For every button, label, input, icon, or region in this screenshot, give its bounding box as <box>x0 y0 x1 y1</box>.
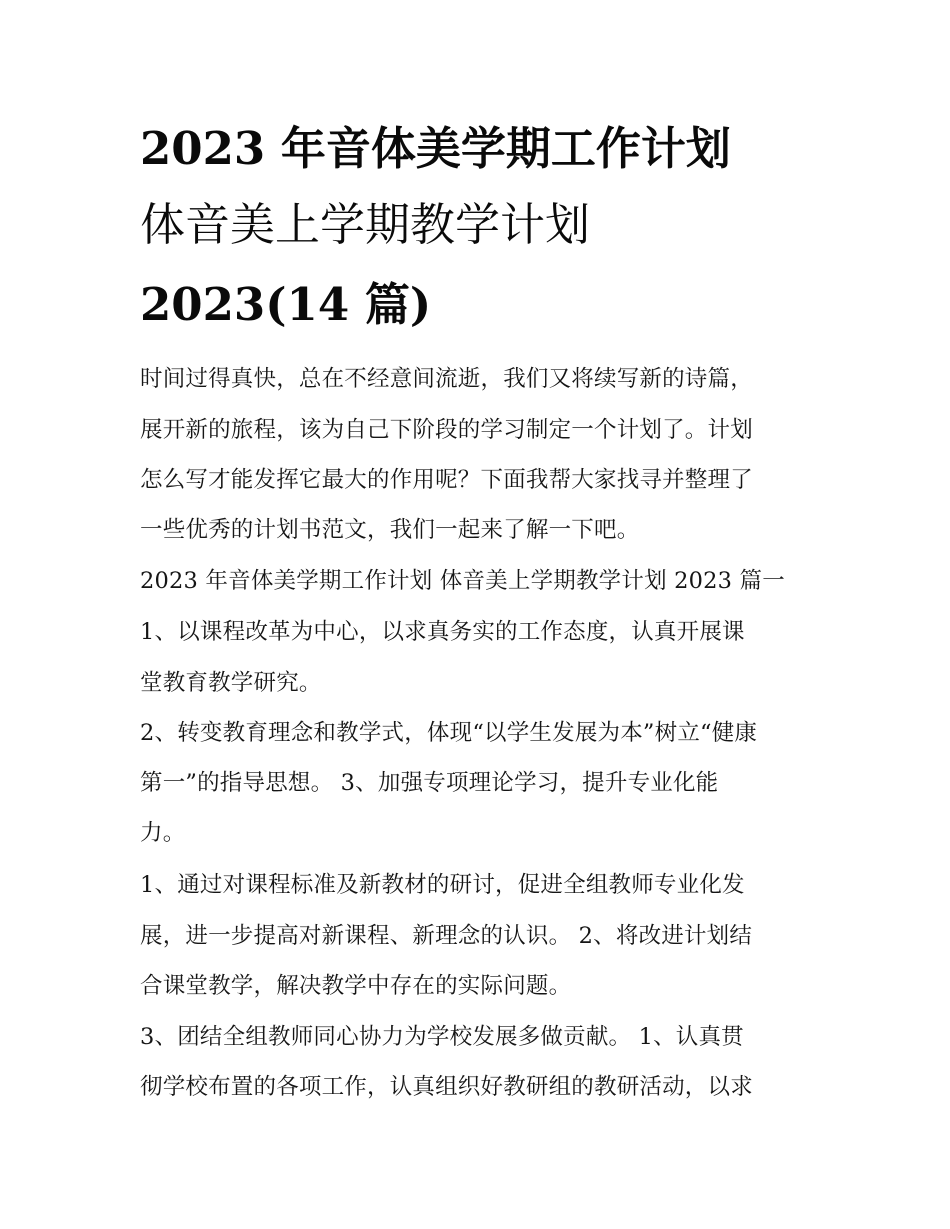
body-line-14: 3、团结全组教师同心协力为学校发展多做贡献。 1、认真贯 <box>140 1024 744 1050</box>
body-line-4: 一些优秀的计划书范文，我们一起来了解一下吧。 <box>140 517 640 543</box>
body-line-6: 1、以课程改革为中心，以求真务实的工作态度，认真开展课 <box>140 619 745 645</box>
body-line-2: 展开新的旅程，该为自己下阶段的学习制定一个计划了。计划 <box>140 417 753 443</box>
body-line-9: 第一”的指导思想。 3、加强专项理论学习，提升专业化能 <box>140 770 719 796</box>
body-line-5: 2023 年音体美学期工作计划 体音美上学期教学计划 2023 篇一 <box>140 568 785 594</box>
title-line-2: 体音美上学期教学计划 <box>140 198 591 251</box>
body-line-15: 彻学校布置的各项工作，认真组织好教研组的教研活动，以求 <box>140 1074 753 1100</box>
body-line-1: 时间过得真快，总在不经意间流逝，我们又将续写新的诗篇， <box>140 366 753 392</box>
body-line-11: 1、通过对课程标准及新教材的研讨，促进全组教师专业化发 <box>140 872 745 898</box>
body-line-8: 2、转变教育理念和教学式，体现“以学生发展为本”树立“健康 <box>140 720 758 746</box>
body-line-12: 展，进一步提高对新课程、新理念的认识。 2、将改进计划结 <box>140 923 753 949</box>
title-line-1: 2023 年音体美学期工作计划 <box>140 122 731 175</box>
title-line-3: 2023(14 篇) <box>140 278 432 331</box>
body-line-7: 堂教育教学研究。 <box>140 670 322 696</box>
body-line-10: 力。 <box>140 820 186 846</box>
body-line-3: 怎么写才能发挥它最大的作用呢？下面我帮大家找寻并整理了 <box>140 467 753 493</box>
body-line-13: 合课堂教学，解决教学中存在的实际问题。 <box>140 973 572 999</box>
